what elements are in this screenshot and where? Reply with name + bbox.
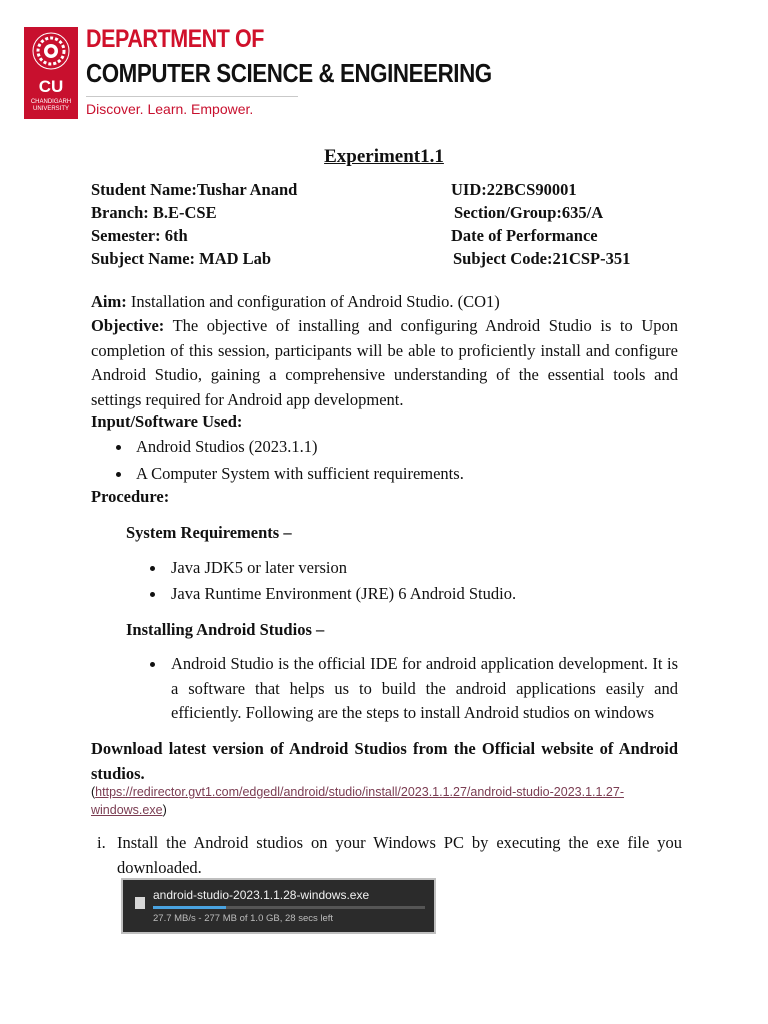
list-item: Android Studio is the official IDE for android application development. It is a software that helps us to build the android applications easily and efficiently. Following are the steps to install Android studios on windows (171, 652, 678, 726)
list-item: Java Runtime Environment (JRE) 6 Android Studio. (171, 582, 691, 606)
experiment-title: Experiment1.1 (324, 146, 444, 167)
cu-logo (24, 27, 78, 119)
procedure-heading: Procedure: (91, 487, 170, 506)
download-status: 27.7 MB/s - 277 MB of 1.0 GB, 28 secs left (153, 913, 334, 924)
bullet-icon (150, 662, 155, 667)
download-link-line: (https://redirector.gvt1.com/edgedl/android/studio/install/2023.1.1.27/android-studio-2023.1.1.27-windows.exe) (91, 785, 624, 817)
installing-heading: Installing Android Studios – (126, 620, 325, 639)
logo-university-text: CHANDIGARH UNIVERSITY (30, 99, 72, 112)
download-progress-screenshot (121, 878, 436, 934)
date-of-performance: Date of Performance (451, 226, 598, 245)
section-group: Section/Group:635/A (454, 203, 604, 222)
progress-track (153, 906, 425, 909)
semester: Semester: 6th (91, 226, 188, 245)
logo-cu-text: CU (38, 77, 64, 96)
download-filename: android-studio-2023.1.1.28-windows.exe (153, 888, 370, 902)
list-item: Android Studios (2023.1.1) (136, 435, 696, 459)
uid: UID:22BCS90001 (451, 180, 577, 199)
branch: Branch: B.E-CSE (91, 203, 217, 222)
objective-text: The objective of installing and configuring Android Studio is to Upon completion of this session, participants will be able to proficiently install and configure Android Studio, gaining a comprehensive understanding of the essential tools and settings required for Android app development. (91, 316, 678, 409)
step-number: i. (97, 833, 106, 852)
header-divider (86, 96, 298, 97)
bullet-icon (116, 445, 121, 450)
step-item (97, 831, 682, 880)
installing-list (171, 652, 678, 726)
input-software-heading: Input/Software Used: (91, 412, 243, 431)
system-requirements-list (171, 556, 691, 606)
system-requirements-heading: System Requirements – (126, 523, 292, 542)
step-text: Install the Android studios on your Windows PC by executing the exe file you downloaded. (117, 833, 682, 877)
list-item: A Computer System with sufficient requirements. (136, 462, 696, 486)
bullet-icon (116, 472, 121, 477)
bullet-icon (150, 566, 155, 571)
bullet-icon (150, 592, 155, 597)
aim-label: Aim: (91, 292, 127, 311)
department-line-2: COMPUTER SCIENCE & ENGINEERING (86, 58, 492, 88)
download-url-link[interactable]: https://redirector.gvt1.com/edgedl/android/studio/install/2023.1.1.27/android-studio-2023.1.1.27-windows.exe (91, 785, 624, 817)
tagline: Discover. Learn. Empower. (86, 101, 254, 117)
list-item: Java JDK5 or later version (171, 556, 691, 580)
aim-paragraph (91, 290, 678, 315)
file-icon (135, 897, 145, 909)
objective-label: Objective: (91, 316, 165, 335)
objective-paragraph (91, 314, 678, 412)
student-info-left (91, 178, 297, 270)
gear-emblem-icon (24, 27, 78, 77)
student-info-right (451, 178, 630, 270)
student-name: Student Name:Tushar Anand (91, 180, 298, 199)
progress-fill (153, 906, 226, 909)
download-instruction: Download latest version of Android Studios from the Official website of Android studios. (91, 739, 678, 783)
aim-text: Installation and configuration of Android Studio. (CO1) (126, 292, 500, 311)
subject-code: Subject Code:21CSP-351 (453, 249, 631, 268)
input-software-list (136, 435, 696, 486)
subject-name: Subject Name: MAD Lab (91, 249, 272, 268)
department-line-1: DEPARTMENT OF (86, 25, 264, 53)
